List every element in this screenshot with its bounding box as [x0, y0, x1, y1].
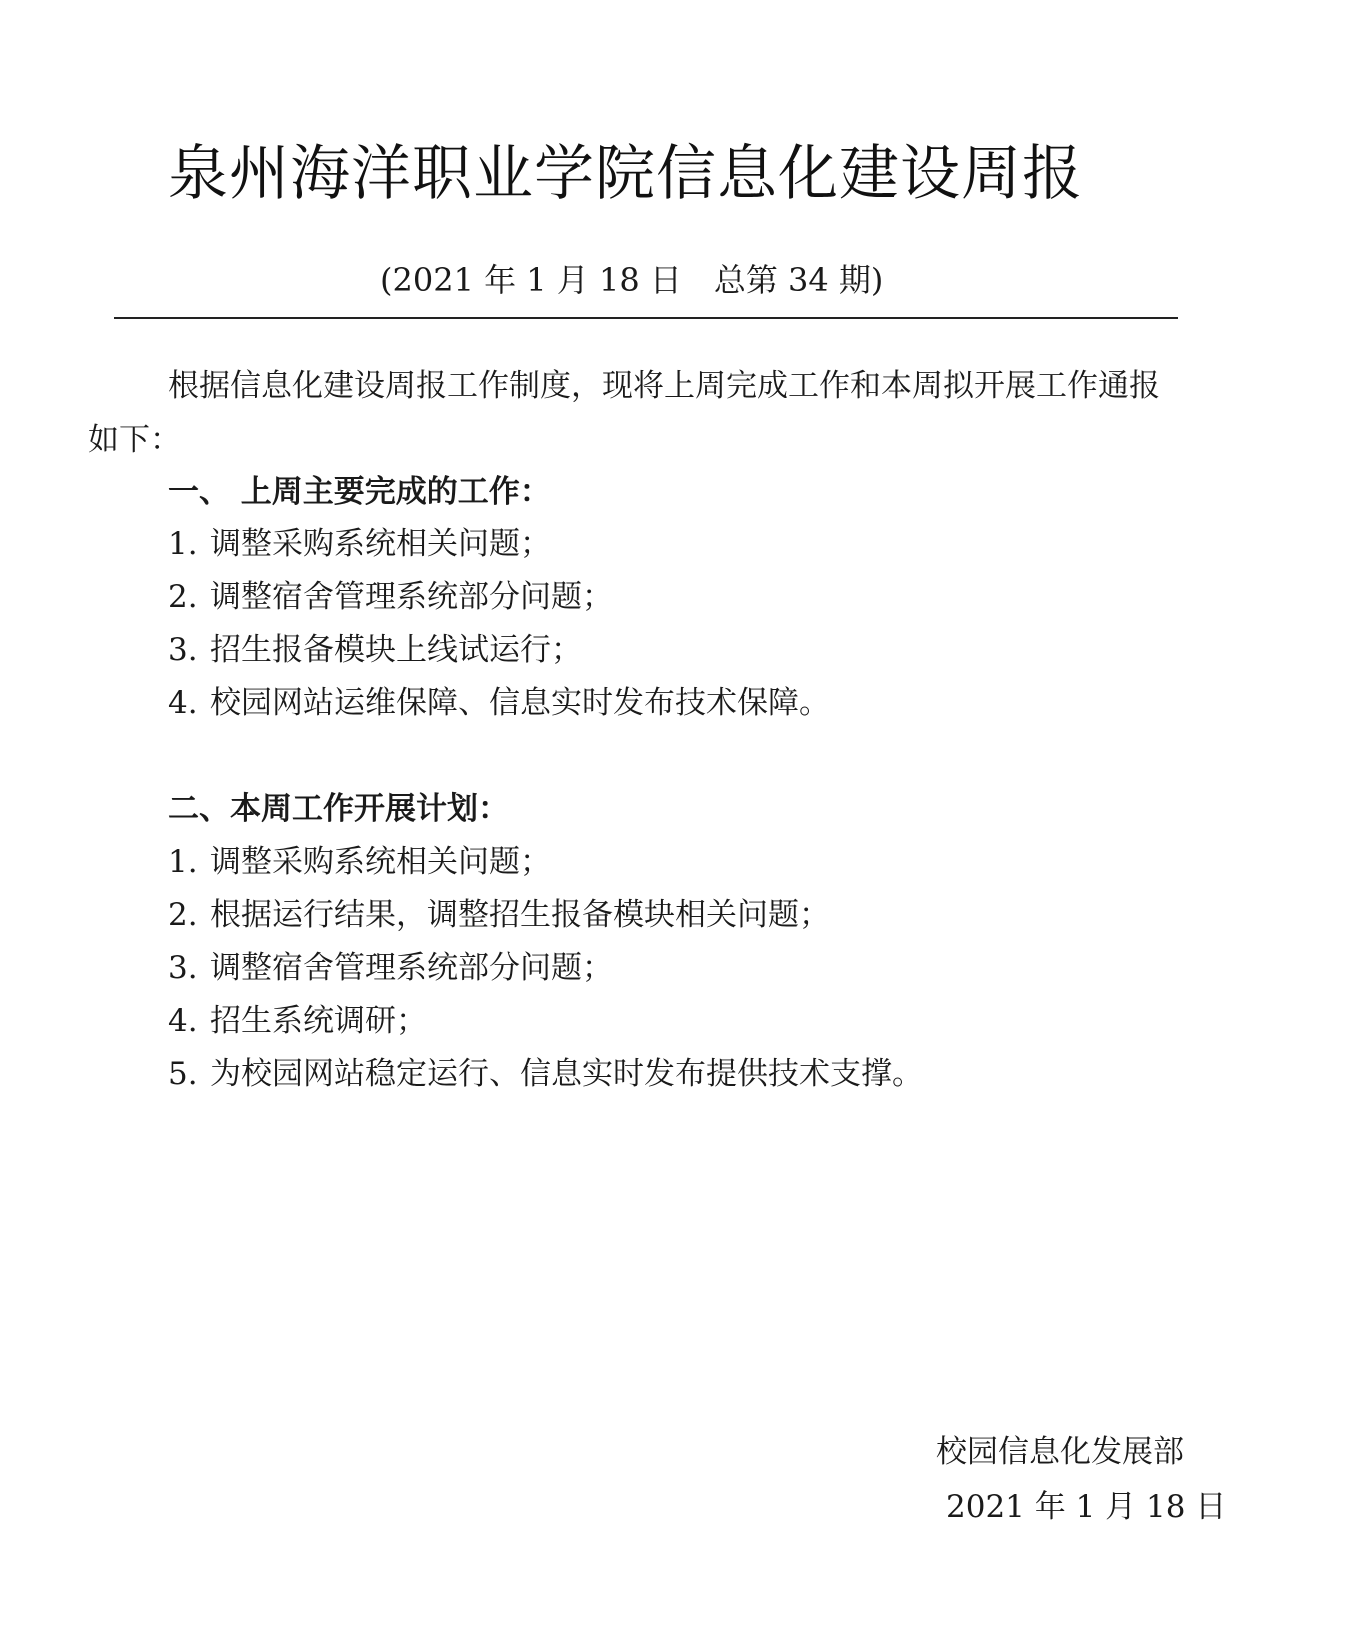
section1-list-item [168, 522, 551, 566]
page-title: 泉州海洋职业学院信息化建设周报 [168, 139, 1083, 209]
list-item-number: 3. [168, 950, 198, 986]
intro-text-line-1: 根据信息化建设周报工作制度，现将上周完成工作和本周拟开展工作通报 [168, 368, 1160, 404]
section2-list-item [168, 999, 427, 1043]
list-item-text: 调整宿舍管理系统部分问题； [210, 950, 613, 986]
section2-list-item [168, 946, 613, 990]
section2-list-item [168, 1052, 923, 1096]
signature-date: 2021 年 1 月 18 日 [946, 1489, 1227, 1525]
header-divider [114, 317, 1178, 319]
section2-list-item [168, 840, 551, 884]
section1-list-item [168, 575, 613, 619]
list-item-text: 调整采购系统相关问题； [210, 844, 551, 880]
section1-heading: 一、 上周主要完成的工作： [168, 474, 551, 510]
signature-organization: 校园信息化发展部 [936, 1434, 1184, 1470]
list-item-number: 4. [168, 1003, 198, 1039]
section2-list-item [168, 893, 830, 937]
list-item-number: 2. [168, 579, 198, 615]
list-item-number: 5. [168, 1056, 198, 1092]
list-item-text: 调整宿舍管理系统部分问题； [210, 579, 613, 615]
list-item-number: 1. [168, 526, 198, 562]
list-item-text: 招生系统调研； [210, 1003, 427, 1039]
list-item-number: 3. [168, 632, 198, 668]
list-item-number: 1. [168, 844, 198, 880]
list-item-text: 为校园网站稳定运行、信息实时发布提供技术支撑。 [210, 1056, 923, 1092]
list-item-text: 调整采购系统相关问题； [210, 526, 551, 562]
list-item-text: 根据运行结果，调整招生报备模块相关问题； [210, 897, 830, 933]
section2-heading: 二、本周工作开展计划： [168, 791, 509, 827]
list-item-number: 4. [168, 685, 198, 721]
list-item-number: 2. [168, 897, 198, 933]
list-item-text: 招生报备模块上线试运行； [210, 632, 582, 668]
section1-list-item [168, 681, 830, 725]
intro-text-line-2: 如下： [88, 422, 181, 458]
issue-info: (2021 年 1 月 18 日 总第 34 期) [380, 261, 884, 299]
section1-list-item [168, 628, 582, 672]
list-item-text: 校园网站运维保障、信息实时发布技术保障。 [210, 685, 830, 721]
